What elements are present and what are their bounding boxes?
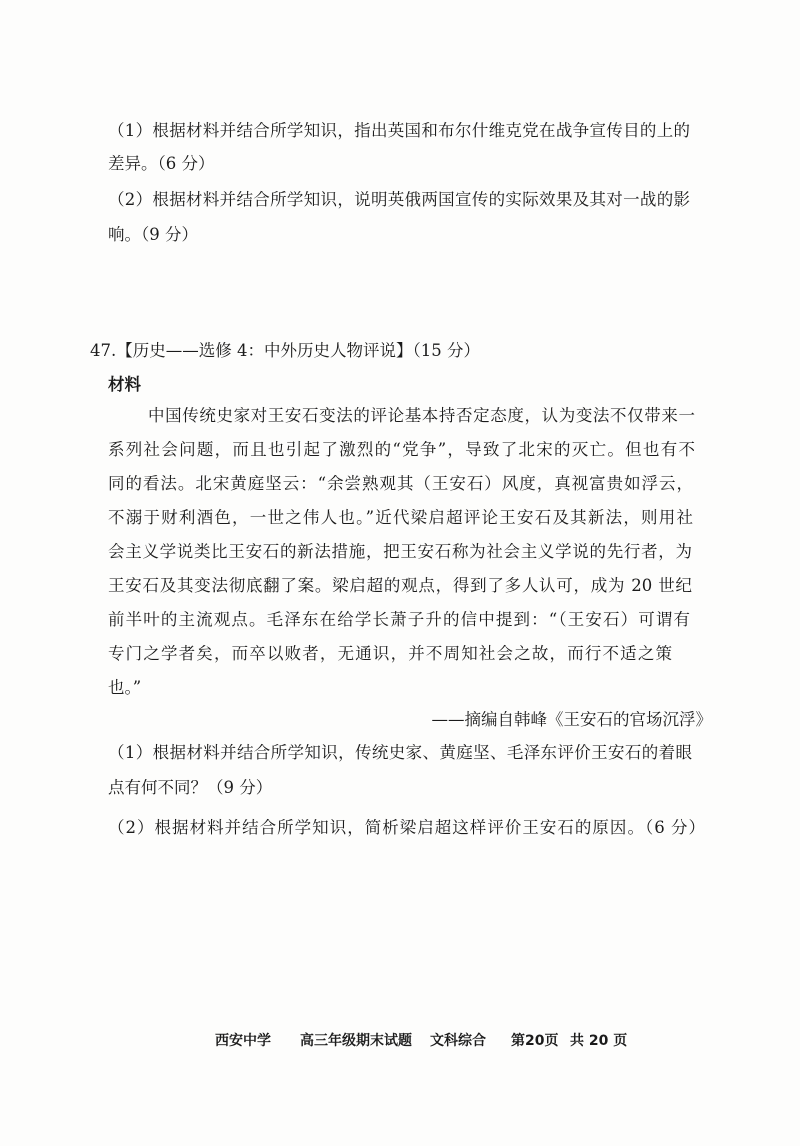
prev-subquestion-2-line-1: （2）根据材料并结合所学知识，说明英俄两国宣传的实际效果及其对一战的影 [108,190,690,209]
footer-page-number: 第20页 [511,1033,559,1049]
subquestion-1-line-2: 点有何不同？（9 分） [108,778,273,797]
material-line: 也。” [108,678,142,697]
material-line: 专门之学者矣，而卒以败者，无通识，并不周知社会之故，而行不适之策 [108,644,672,663]
footer-subject: 文科综合 [430,1033,486,1049]
prev-subquestion-1-line-2: 差异。（6 分） [108,154,215,173]
question-47-heading: 47.【历史——选修 4：中外历史人物评说】（15 分） [90,341,480,360]
footer-exam-title: 高三年级期末试题 [300,1033,412,1049]
subquestion-1-line-1: （1）根据材料并结合所学知识，传统史家、黄庭坚、毛泽东评价王安石的着眼 [108,743,692,762]
material-line: 前半叶的主流观点。毛泽东在给学长萧子升的信中提到：“（王安石）可谓有 [108,610,690,629]
subquestion-2-line-1: （2）根据材料并结合所学知识，简析梁启超这样评价王安石的原因。（6 分） [108,818,705,837]
material-line: 会主义学说类比王安石的新法措施，把王安石称为社会主义学说的先行者，为 [108,542,692,561]
material-line: 王安石及其变法彻底翻了案。梁启超的观点，得到了多人认可，成为 20 世纪 [108,576,692,595]
footer-school: 西安中学 [215,1033,271,1049]
prev-subquestion-1-line-1: （1）根据材料并结合所学知识，指出英国和布尔什维克党在战争宣传目的上的 [108,121,690,140]
material-line: 同的看法。北宋黄庭坚云：“余尝熟观其（王安石）风度，真视富贵如浮云， [108,474,693,493]
material-line: 不溺于财利酒色，一世之伟人也。”近代梁启超评论王安石及其新法，则用社 [108,508,693,527]
material-line: 系列社会问题，而且也引起了激烈的“党争”，导致了北宋的灭亡。但也有不 [108,440,695,459]
material-source-citation: ——摘编自韩峰《王安石的官场沉浮》 [431,710,712,729]
footer-total-pages: 共 20 页 [570,1033,628,1049]
material-line: 中国传统史家对王安石变法的评论基本持否定态度，认为变法不仅带来一 [148,406,695,425]
material-label: 材料 [108,375,141,394]
prev-subquestion-2-line-2: 响。（9 分） [108,225,198,244]
